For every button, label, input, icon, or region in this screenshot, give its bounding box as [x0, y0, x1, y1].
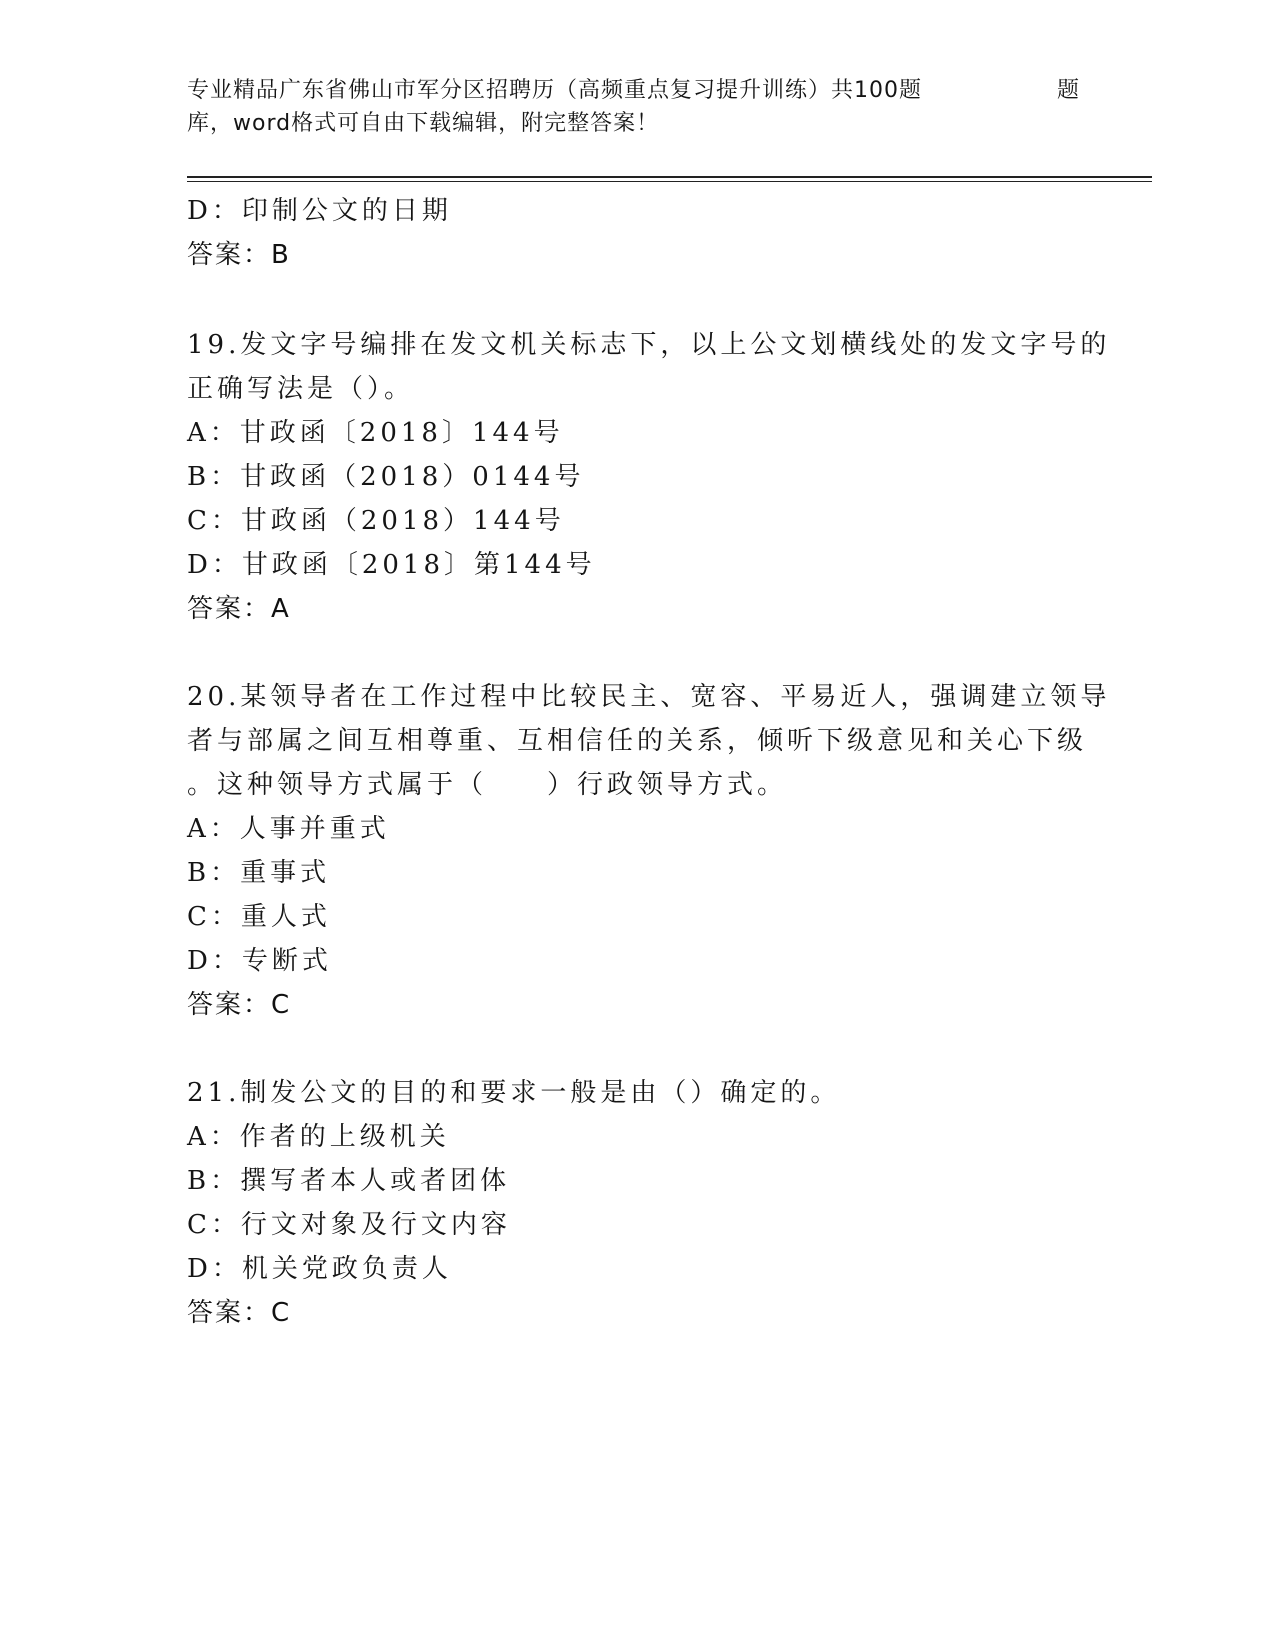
header-line-1: [187, 74, 1087, 107]
q21-answer: 答案：C: [187, 1298, 292, 1328]
q19-answer: 答案：A: [187, 594, 291, 624]
q19-stem-line-1: 19.发文字号编排在发文机关标志下，以上公文划横线处的发文字号的: [187, 330, 1111, 360]
q21-option-a: A：作者的上级机关: [187, 1122, 450, 1152]
q20-option-c: C：重人式: [187, 902, 331, 932]
header-title-tail: 题: [1057, 78, 1081, 103]
header-rule-thin: [187, 181, 1152, 182]
q20-stem-line-2: 者与部属之间互相尊重、互相信任的关系，倾听下级意见和关心下级: [187, 726, 1088, 756]
prev-question-option-d: D：印制公文的日期: [187, 196, 452, 226]
q21-option-b: B：撰写者本人或者团体: [187, 1166, 511, 1196]
header-line-2: 库，word格式可自由下载编辑，附完整答案！: [187, 111, 660, 136]
q19-option-a: A：甘政函〔2018〕144号: [187, 418, 564, 448]
q19-stem-line-2: 正确写法是（）。: [187, 374, 415, 404]
q21-option-c: C：行文对象及行文内容: [187, 1210, 511, 1240]
document-header: [187, 74, 1087, 140]
q21-option-d: D：机关党政负责人: [187, 1254, 452, 1284]
q21-stem-line-1: 21.制发公文的目的和要求一般是由（）确定的。: [187, 1078, 841, 1108]
q20-stem-line-1: 20.某领导者在工作过程中比较民主、宽容、平易近人，强调建立领导: [187, 682, 1111, 712]
header-title-text: 专业精品广东省佛山市军分区招聘历（高频重点复习提升训练）共100题: [187, 78, 922, 103]
q20-option-d: D：专断式: [187, 946, 332, 976]
prev-question-answer: 答案：B: [187, 240, 291, 270]
q20-answer: 答案：C: [187, 990, 292, 1020]
q20-option-a: A：人事并重式: [187, 814, 390, 844]
q20-option-b: B：重事式: [187, 858, 331, 888]
q19-option-b: B：甘政函（2018）0144号: [187, 462, 585, 492]
q19-option-c: C：甘政函（2018）144号: [187, 506, 565, 536]
q20-stem-line-3: 。这种领导方式属于（ ）行政领导方式。: [187, 770, 788, 800]
q19-option-d: D：甘政函〔2018〕第144号: [187, 550, 596, 580]
header-rule-thick: [187, 176, 1152, 178]
